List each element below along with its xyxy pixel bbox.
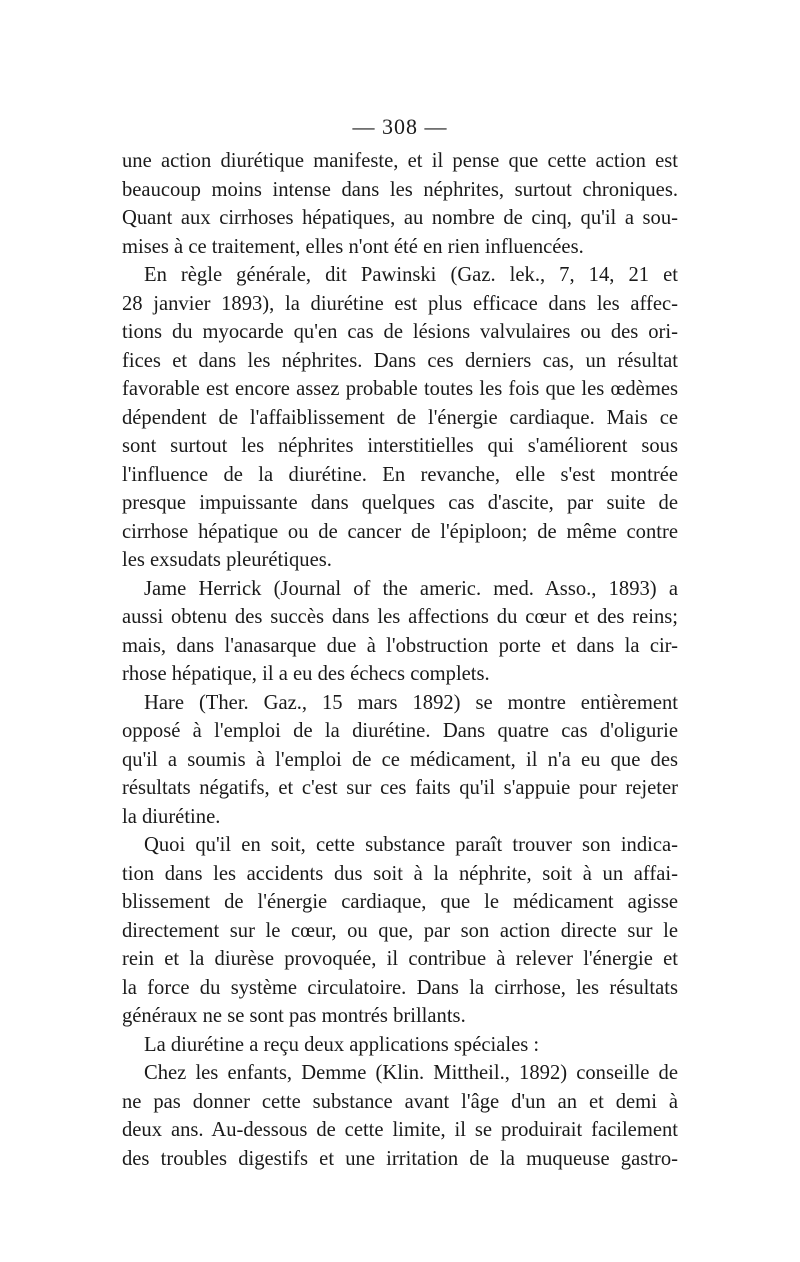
text-line: favorable est encore assez probable toutes les fois que les œdèmes	[122, 378, 678, 400]
text-line: qu'il a soumis à l'emploi de ce médicament, il n'a eu que des	[122, 748, 678, 771]
text-line: Jame Herrick (Journal of the americ. med. Asso., 1893) a	[144, 577, 678, 600]
text-line: une action diurétique manifeste, et il pense que cette action est	[122, 150, 678, 172]
text-line: ne pas donner cette substance avant l'âge d'un an et demi à	[122, 1090, 678, 1113]
text-line: mises à ce traitement, elles n'ont été en rien influencées.	[122, 235, 584, 258]
text-line: aussi obtenu des succès dans les affections du cœur et des reins;	[122, 606, 678, 628]
text-line: blissement de l'énergie cardiaque, que le médicament agisse	[122, 891, 678, 913]
text-line: Quant aux cirrhoses hépatiques, au nombre de cinq, qu'il a sou-	[122, 207, 678, 229]
text-line: la diurétine.	[122, 805, 221, 828]
text-line: presque impuissante dans quelques cas d'ascite, par suite de	[122, 492, 678, 514]
text-line: tions du myocarde qu'en cas de lésions valvulaires ou des ori-	[122, 321, 678, 343]
text-line: sont surtout les néphrites interstitielles qui s'améliorent sous	[122, 435, 678, 457]
text-line: les exsudats pleurétiques.	[122, 549, 332, 571]
body-text	[122, 147, 678, 1173]
text-line: généraux ne se sont pas montrés brillants.	[122, 1005, 466, 1027]
page-number: — 308 —	[352, 114, 448, 139]
text-line: mais, dans l'anasarque due à l'obstruction porte et dans la cir-	[122, 634, 678, 657]
text-line: Quoi qu'il en soit, cette substance paraît trouver son indica-	[144, 834, 678, 856]
text-line: directement sur le cœur, ou que, par son action directe sur le	[122, 919, 678, 942]
text-line: des troubles digestifs et une irritation de la muqueuse gastro-	[122, 1147, 678, 1170]
text-line: la force du système circulatoire. Dans la cirrhose, les résultats	[122, 976, 678, 999]
text-line: dépendent de l'affaiblissement de l'énergie cardiaque. Mais ce	[122, 406, 678, 429]
text-line: Chez les enfants, Demme (Klin. Mittheil., 1892) conseille de	[144, 1062, 678, 1084]
text-line: La diurétine a reçu deux applications spéciales :	[144, 1033, 540, 1056]
text-line: En règle générale, dit Pawinski (Gaz. lek., 7, 14, 21 et	[144, 264, 678, 286]
text-line: Hare (Ther. Gaz., 15 mars 1892) se montre entièrement	[144, 691, 678, 714]
text-line: rein et la diurèse provoquée, il contribue à relever l'énergie et	[122, 948, 678, 970]
text-line: 28 janvier 1893), la diurétine est plus efficace dans les affec-	[122, 292, 678, 315]
text-line: l'influence de la diurétine. En revanche, elle s'est montrée	[122, 463, 678, 486]
text-line: fices et dans les néphrites. Dans ces derniers cas, un résultat	[122, 349, 678, 372]
text-line: beaucoup moins intense dans les néphrites, surtout chroniques.	[122, 178, 678, 201]
text-line: deux ans. Au-dessous de cette limite, il se produirait facilement	[122, 1119, 678, 1141]
text-line: opposé à l'emploi de la diurétine. Dans quatre cas d'oligurie	[122, 720, 678, 742]
text-line: tion dans les accidents dus soit à la néphrite, soit à un affai-	[122, 862, 678, 885]
text-line: cirrhose hépatique ou de cancer de l'épiploon; de même contre	[122, 520, 678, 543]
text-line: rhose hépatique, il a eu des échecs complets.	[122, 663, 490, 685]
text-line: résultats négatifs, et c'est sur ces faits qu'il s'appuie pour rejeter	[122, 777, 678, 799]
